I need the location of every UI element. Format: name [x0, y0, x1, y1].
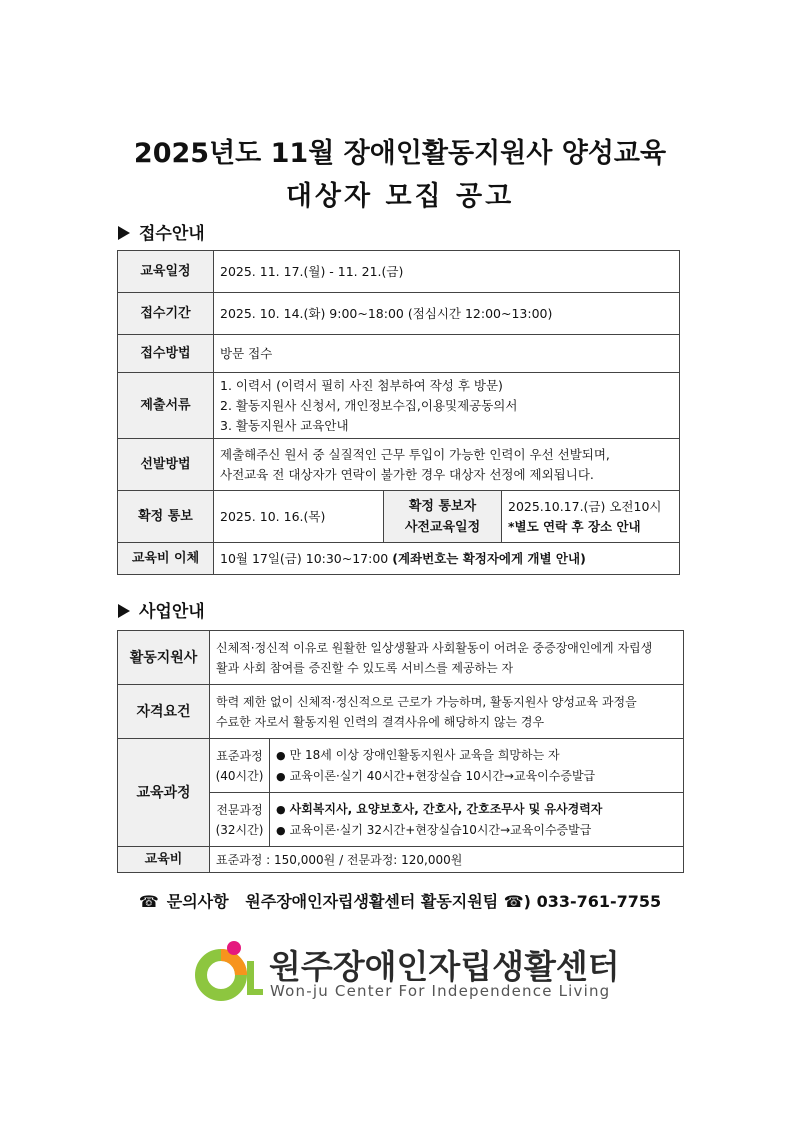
table-row — [118, 685, 684, 739]
triangle-bullet-icon — [118, 604, 130, 618]
notice-label: 확정 통보 — [118, 491, 214, 543]
table-row — [118, 631, 684, 685]
expert-course-detail — [270, 793, 684, 847]
period-value: 2025. 10. 14.(화) 9:00~18:00 (점심시간 12:00~13:00) — [214, 293, 680, 335]
list-item: ● 만 18세 이상 장애인활동지원사 교육을 희망하는 자 — [276, 745, 677, 766]
list-item: ● 교육이론·실기 32시간+현장실습10시간→교육이수증발급 — [276, 820, 677, 841]
worker-value: 신체적·정신적 이유로 원활한 일상생활과 사회활동이 어려운 중증장애인에게 자립생 활과 사회 참여를 증진할 수 있도록 서비스를 제공하는 자 — [210, 631, 684, 685]
telephone-icon: ☎ — [138, 892, 159, 911]
qualification-value: 학력 제한 없이 신체적·정신적으로 근로가 가능하며, 활동지원사 양성교육 과정을 수료한 자로서 활동지원 인력의 결격사유에 해당하지 않는 경우 — [210, 685, 684, 739]
list-item: ● 사회복지사, 요양보호사, 간호사, 간호조무사 및 유사경력자 — [276, 799, 677, 820]
method-value: 방문 접수 — [214, 335, 680, 373]
table-row — [118, 293, 680, 335]
fee-transfer-value: 10월 17일(금) 10:30~17:00 (계좌번호는 확정자에게 개별 안내) — [214, 543, 680, 575]
triangle-bullet-icon — [118, 226, 130, 240]
fee-label: 교육비 — [118, 847, 210, 873]
reception-table — [117, 250, 680, 575]
method-label: 접수방법 — [118, 335, 214, 373]
docs-item: 1. 이력서 (이력서 필히 사진 첨부하여 작성 후 방문) — [220, 377, 503, 393]
section-heading-reception: 접수안내 — [118, 219, 205, 244]
period-label: 접수기간 — [118, 293, 214, 335]
center-logo — [193, 939, 623, 1009]
expert-course-name: 전문과정 (32시간) — [210, 793, 270, 847]
selection-label: 선발방법 — [118, 439, 214, 491]
logo-mark-icon — [193, 939, 267, 1005]
docs-label: 제출서류 — [118, 373, 214, 439]
docs-item: 2. 활동지원사 신청서, 개인정보수집,이용및제공동의서 — [220, 397, 518, 413]
page-title-line1: 2025년도 11월 장애인활동지원사 양성교육 — [133, 138, 667, 169]
fee-value: 표준과정 : 150,000원 / 전문과정: 120,000원 — [210, 847, 684, 873]
course-label: 교육과정 — [118, 739, 210, 847]
selection-value: 제출해주신 원서 중 실질적인 근무 투입이 가능한 인력이 우선 선발되며, 사전교육 전 대상자가 연락이 불가한 경우 대상자 선정에 제외됩니다. — [214, 439, 680, 491]
telephone-circle-icon: ☎) — [503, 892, 531, 911]
page-title-line2: 대상자 모집 공고 — [285, 181, 515, 212]
pre-edu-value: 2025.10.17.(금) 오전10시 *별도 연락 후 장소 안내 — [502, 491, 680, 543]
contact-number: 033-761-7755 — [536, 892, 662, 911]
edu-date-value: 2025. 11. 17.(월) - 11. 21.(금) — [214, 251, 680, 293]
table-row — [118, 335, 680, 373]
table-row — [118, 739, 684, 793]
logo-subtitle: Won-ju Center For Independence Living — [270, 982, 611, 1000]
standard-course-detail — [270, 739, 684, 793]
contact-line: ☎ 문의사항 원주장애인자립생활센터 활동지원팀 ☎) 033-761-7755 — [138, 892, 662, 911]
table-row — [118, 847, 684, 873]
edu-date-label: 교육일정 — [118, 251, 214, 293]
docs-value — [214, 373, 680, 439]
section-heading-business: 사업안내 — [118, 597, 205, 622]
notice-value: 2025. 10. 16.(목) — [214, 491, 384, 543]
qualification-label: 자격요건 — [118, 685, 210, 739]
contact-org: 원주장애인자립생활센터 활동지원팀 — [245, 892, 499, 911]
table-row — [118, 491, 680, 543]
table-row — [118, 543, 680, 575]
business-table — [117, 630, 684, 873]
logo-name: 원주장애인자립생활센터 — [269, 947, 620, 986]
pre-edu-label: 확정 통보자 사전교육일정 — [384, 491, 502, 543]
table-row — [118, 251, 680, 293]
fee-transfer-label: 교육비 이체 — [118, 543, 214, 575]
table-row — [118, 373, 680, 439]
worker-label: 활동지원사 — [118, 631, 210, 685]
docs-item: 3. 활동지원사 교육안내 — [220, 417, 349, 433]
list-item: ● 교육이론·실기 40시간+현장실습 10시간→교육이수증발급 — [276, 766, 677, 787]
standard-course-name: 표준과정 (40시간) — [210, 739, 270, 793]
table-row — [118, 439, 680, 491]
